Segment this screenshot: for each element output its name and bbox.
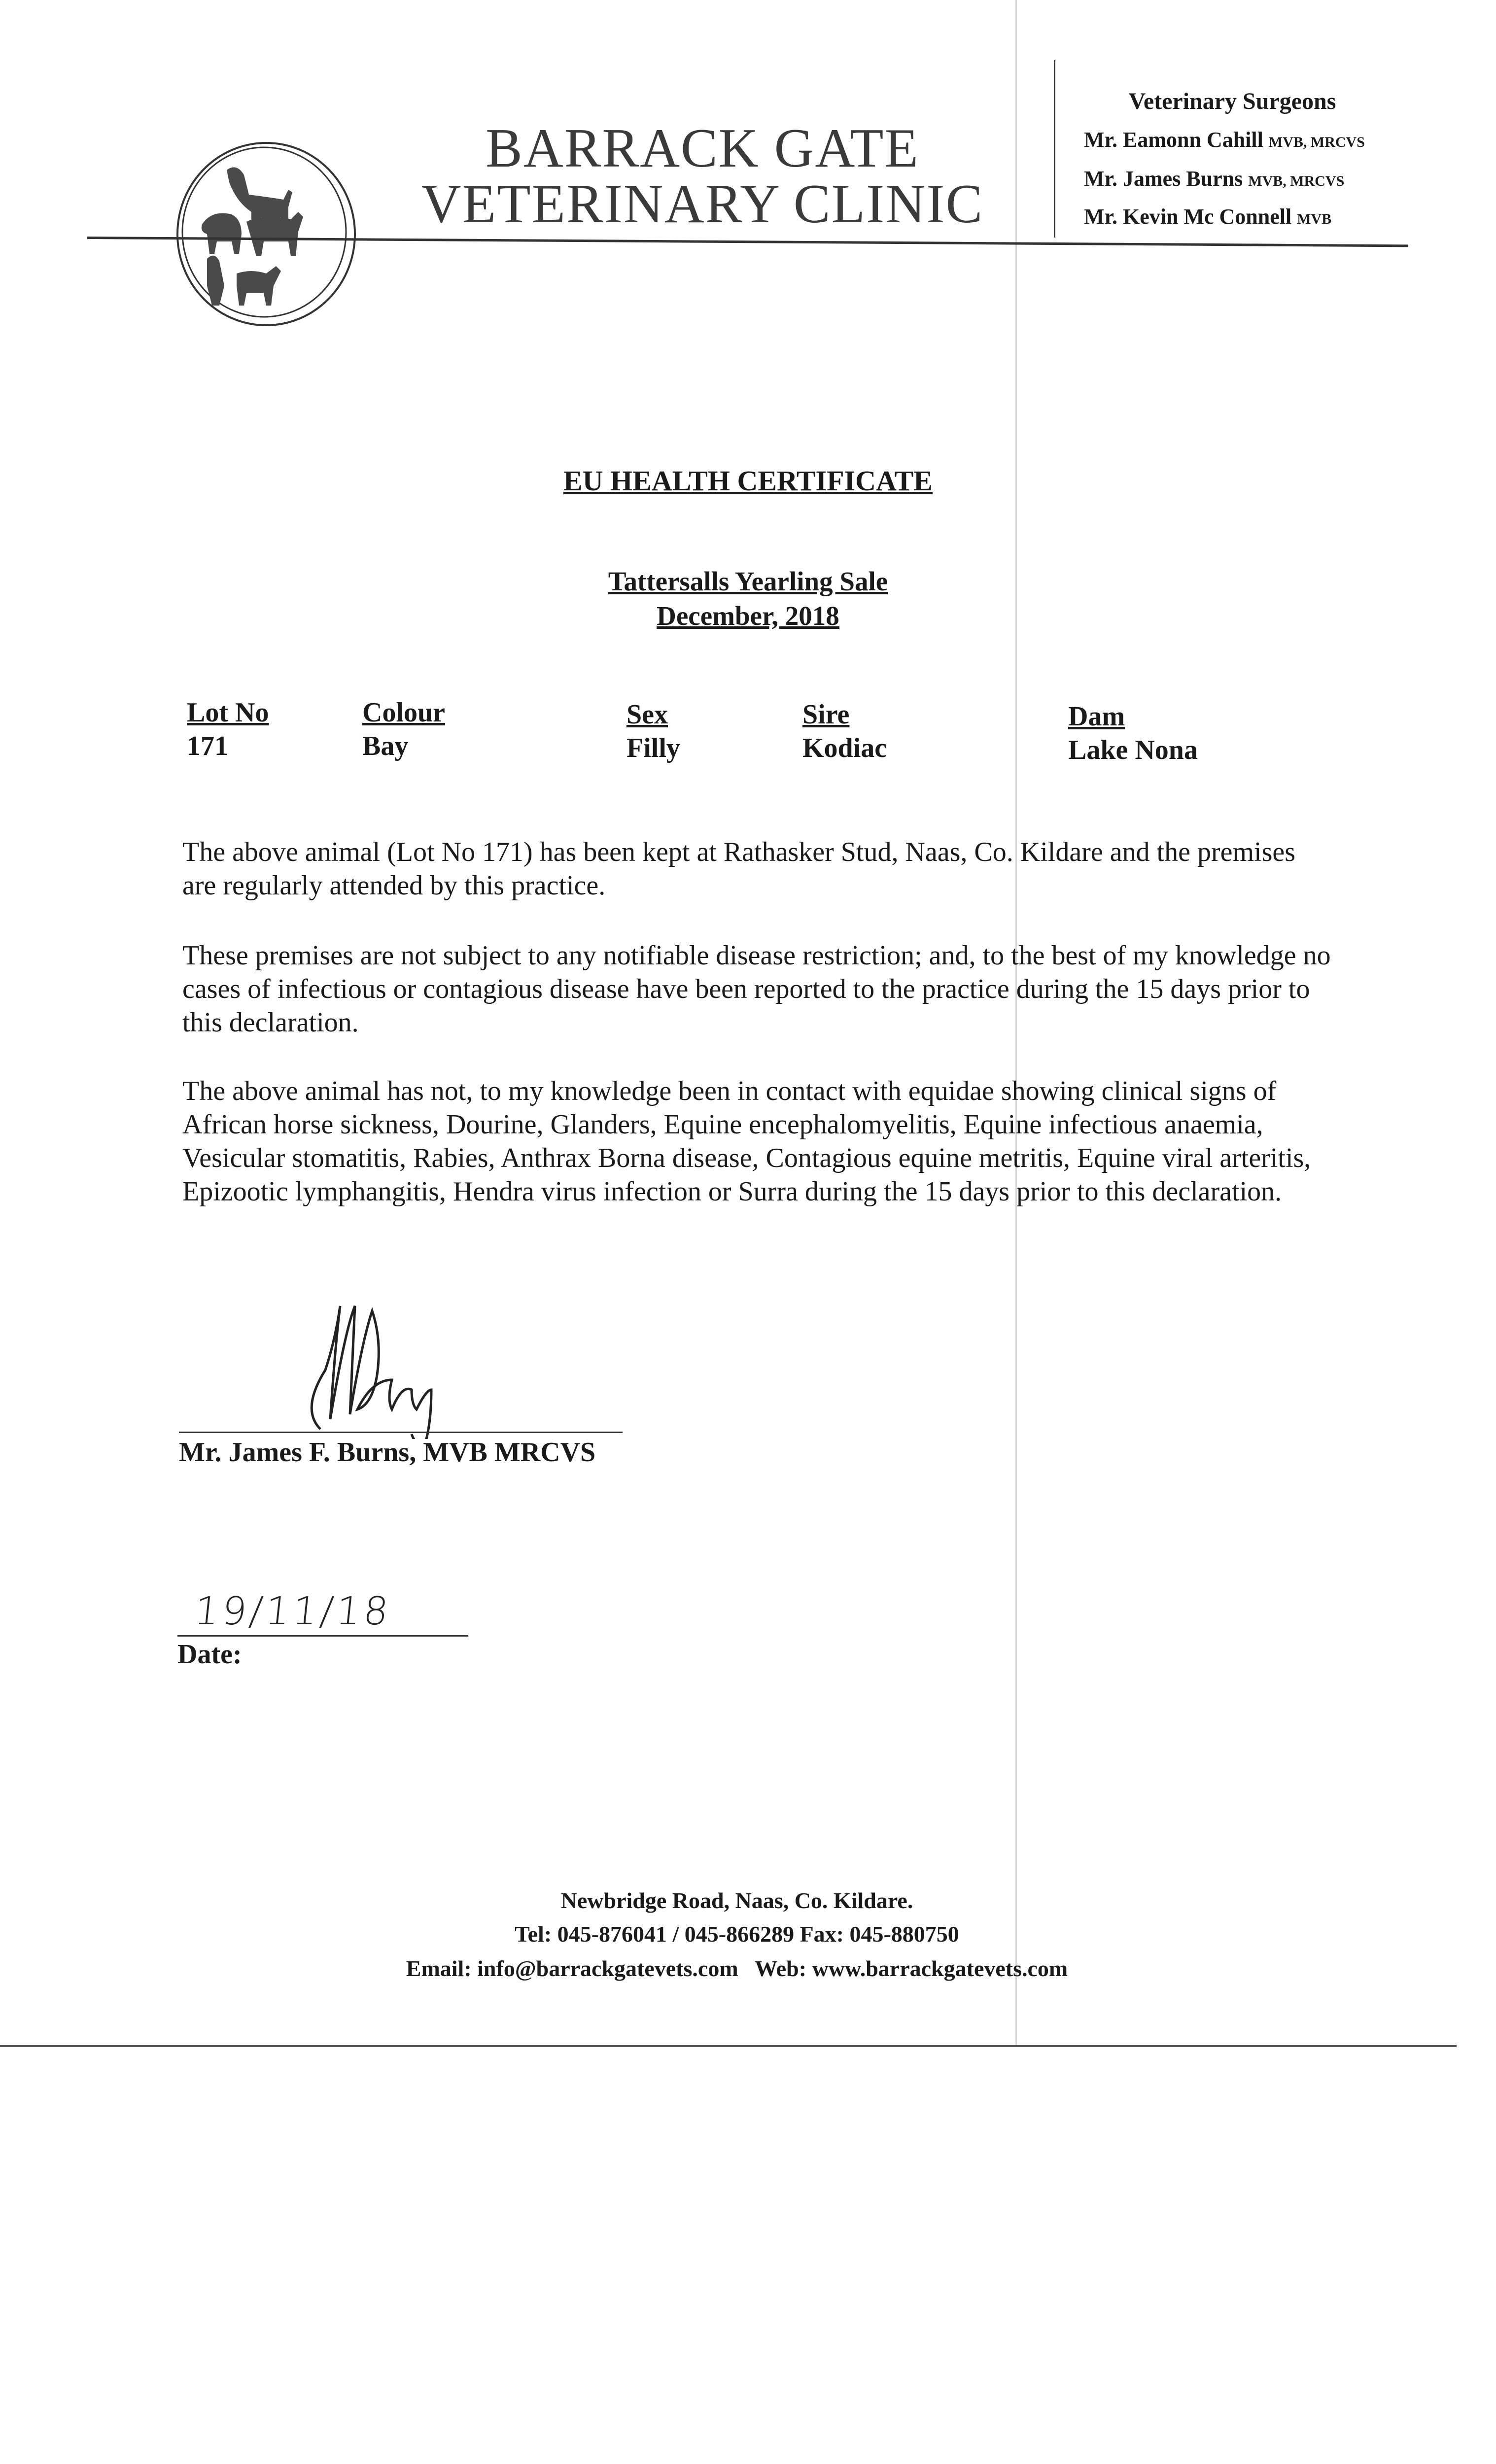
surgeon-2: Mr. James Burns MVB, MRCVS bbox=[1084, 167, 1345, 191]
paragraph-premises: The above animal (Lot No 171) has been kept at Rathasker Stud, Naas, Co. Kildare and the premises are regularly attended by this practice. bbox=[182, 837, 1296, 901]
header-divider-vertical bbox=[1054, 60, 1055, 238]
clinic-name-line2: VETERINARY CLINIC bbox=[421, 173, 984, 235]
footer-divider bbox=[0, 2045, 1457, 2047]
clinic-logo-animals-icon bbox=[173, 140, 360, 330]
paragraph-contact: The above animal has not, to my knowledge been in contact with equidae showing clinical signs of African horse sickness, Dourine, Glanders, Equine encephalomyelitis, Equine infectious anaemia, Vesicular stomatitis, Rabies, Anthrax Borna disease, Contagious equine metritis, Equine viral arteritis, Epizootic lymphangitis, Hendra virus infection or Surra during the 15 days prior to this declaration. bbox=[182, 1076, 1311, 1207]
date-label: Date: bbox=[177, 1639, 242, 1670]
handwritten-date: 19/11/18 bbox=[192, 1589, 394, 1634]
signature-line bbox=[179, 1432, 623, 1433]
surgeons-heading: Veterinary Surgeons bbox=[1128, 88, 1336, 114]
sale-date: December, 2018 bbox=[657, 601, 839, 631]
field-value-colour: Bay bbox=[362, 731, 409, 761]
date-line bbox=[177, 1635, 468, 1637]
footer-phone: Tel: 045-876041 / 045-866289 Fax: 045-880750 bbox=[515, 1921, 959, 1947]
surgeon-3: Mr. Kevin Mc Connell MVB bbox=[1084, 205, 1332, 229]
field-label-sire: Sire bbox=[802, 699, 850, 730]
field-label-lot: Lot No bbox=[187, 697, 269, 728]
field-value-sire: Kodiac bbox=[802, 733, 887, 763]
surgeon-1: Mr. Eamonn Cahill MVB, MRCVS bbox=[1084, 128, 1365, 152]
signature-icon bbox=[286, 1301, 493, 1439]
paragraph-restrictions: These premises are not subject to any notifiable disease restriction; and, to the best of my knowledge no cases of infectious or contagious disease have been reported to the practice during the 15 days prior to this declaration. bbox=[182, 940, 1331, 1038]
clinic-name-line1: BARRACK GATE bbox=[486, 118, 919, 179]
field-value-lot: 171 bbox=[187, 731, 228, 761]
signatory-name: Mr. James F. Burns, MVB MRCVS bbox=[179, 1437, 596, 1468]
field-label-sex: Sex bbox=[626, 699, 668, 730]
footer-address: Newbridge Road, Naas, Co. Kildare. bbox=[560, 1888, 913, 1913]
certificate-title: EU HEALTH CERTIFICATE bbox=[563, 465, 933, 497]
field-label-colour: Colour bbox=[362, 697, 445, 728]
footer-web: Email: info@barrackgatevets.com Web: www.barrackgatevets.com bbox=[406, 1956, 1068, 1981]
field-value-dam: Lake Nona bbox=[1068, 735, 1198, 765]
sale-name: Tattersalls Yearling Sale bbox=[608, 566, 888, 596]
field-label-dam: Dam bbox=[1068, 701, 1125, 732]
field-value-sex: Filly bbox=[626, 733, 680, 763]
